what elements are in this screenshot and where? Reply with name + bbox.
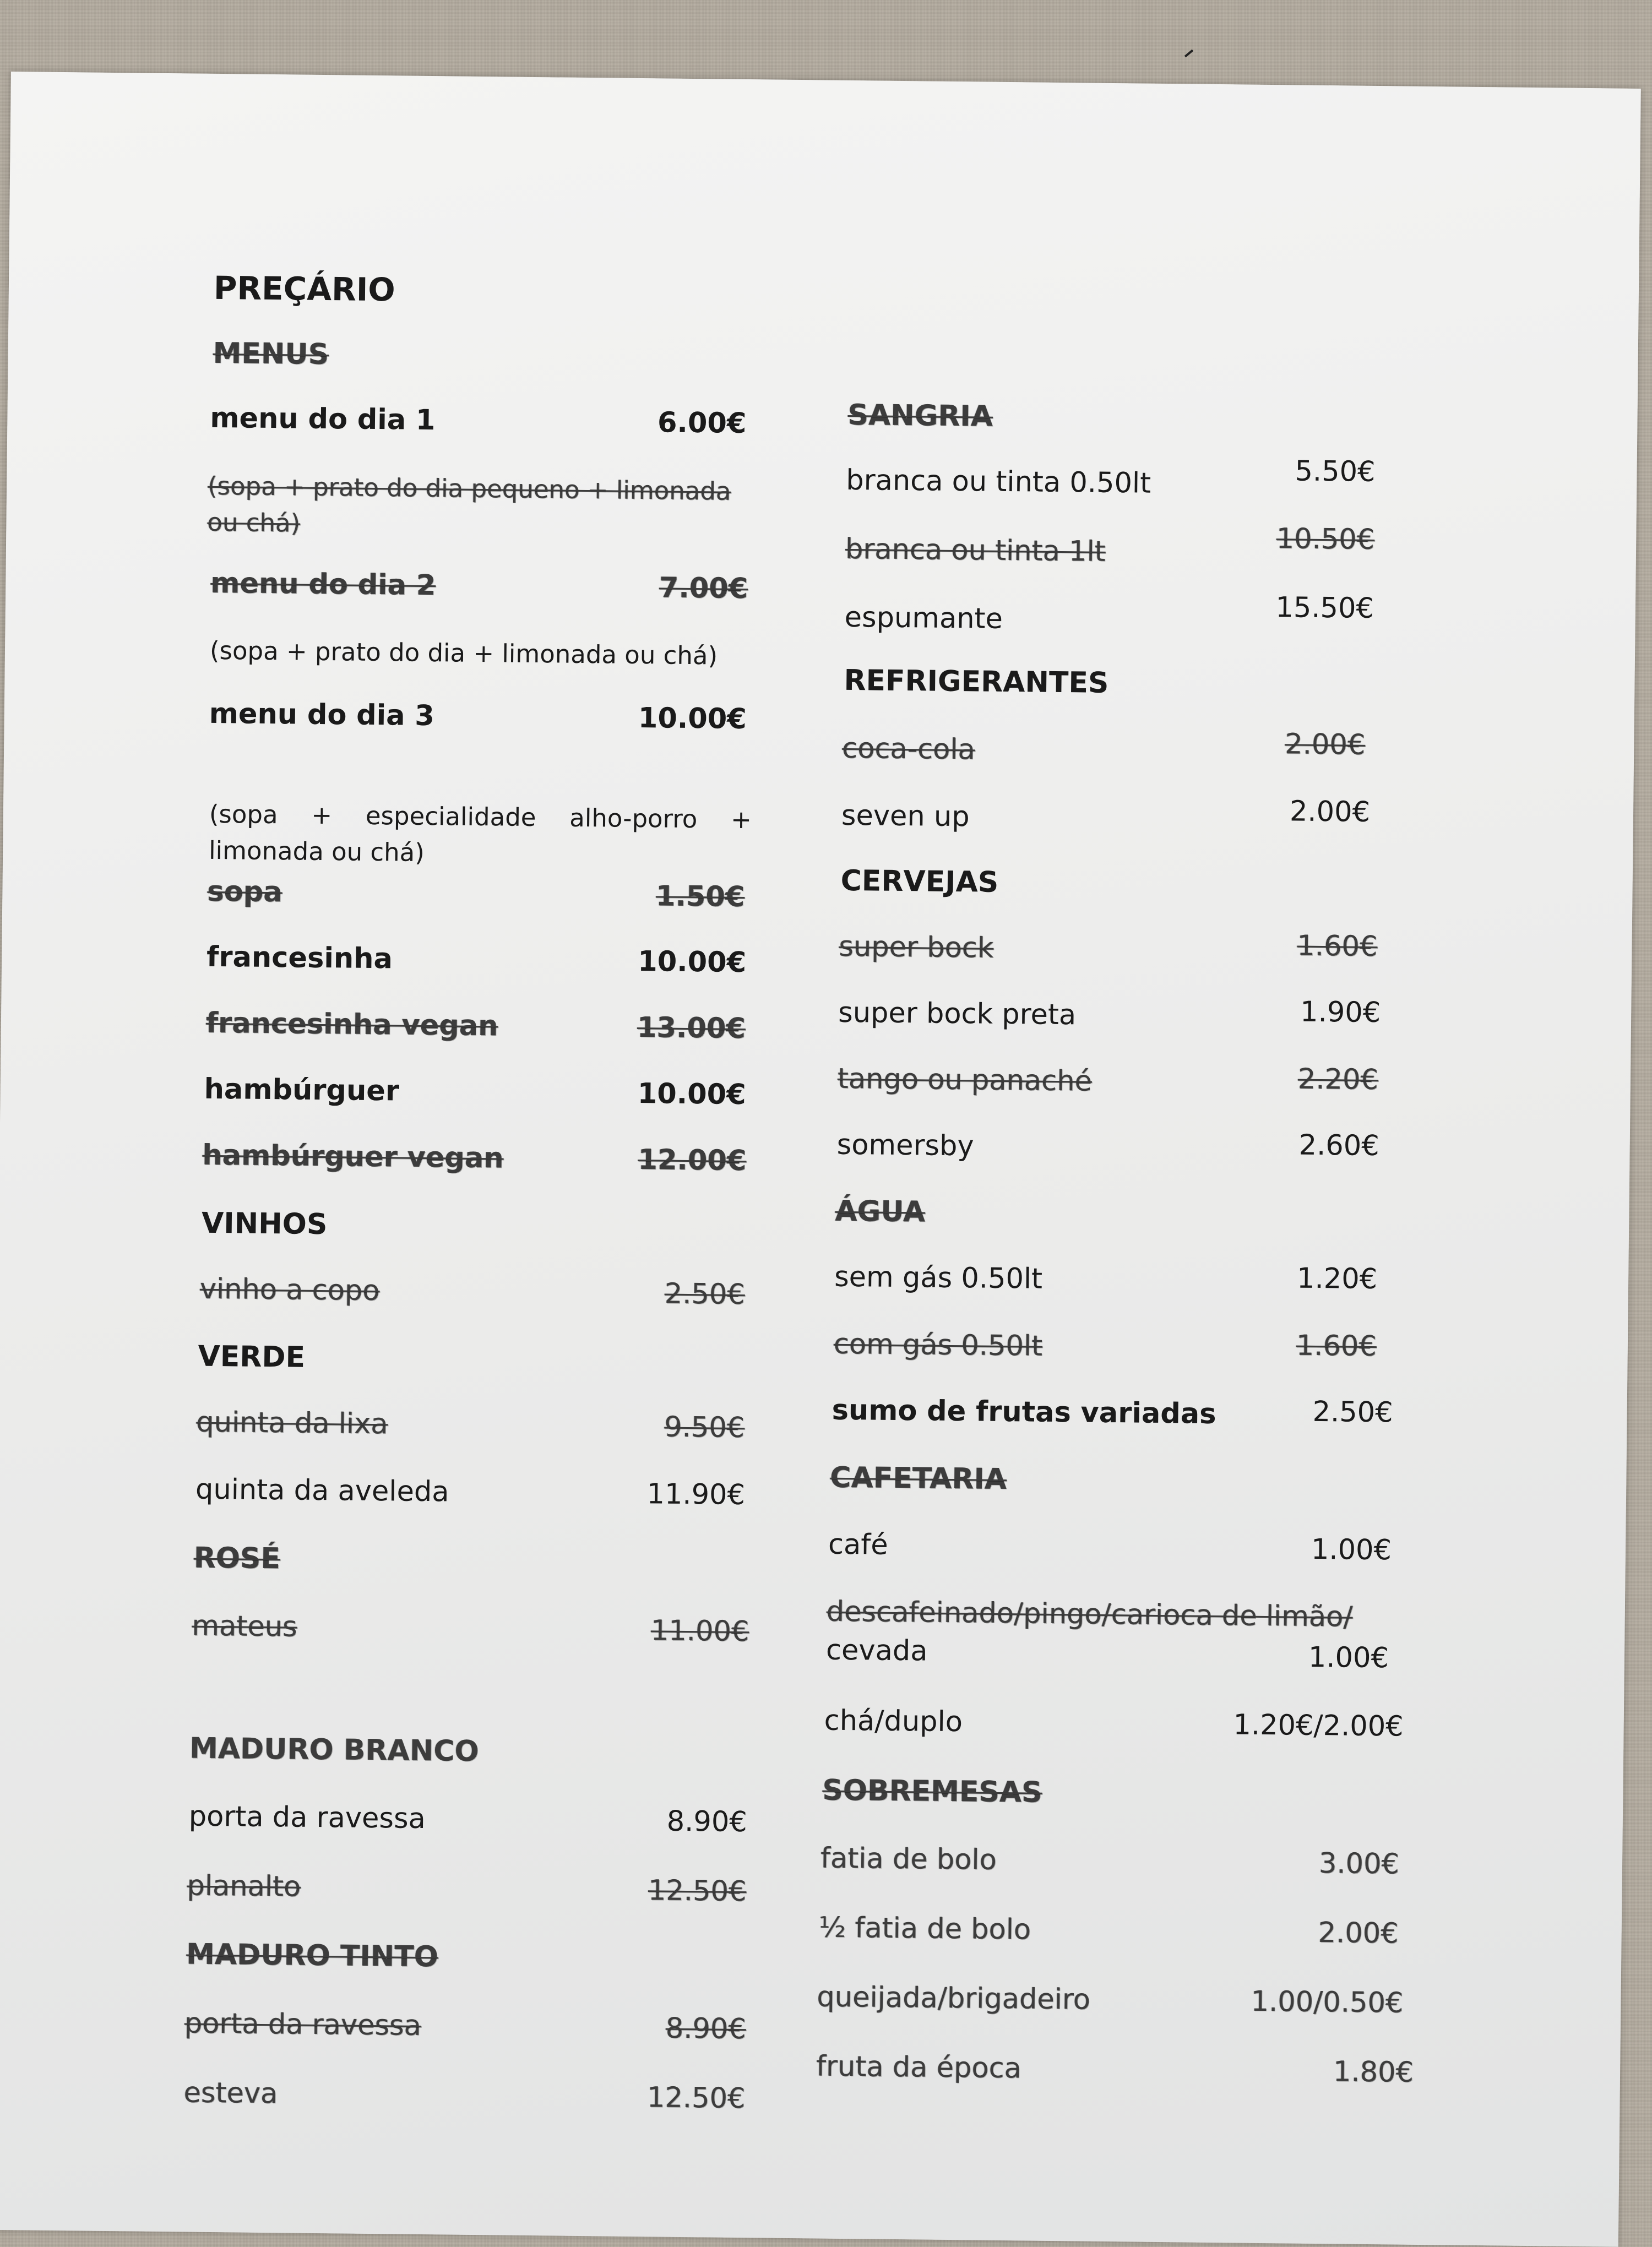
menu3-note: (sopa + especialidade alho-porro + limonada ou chá)	[208, 799, 752, 867]
porta-ravessa-branco-label: porta da ravessa	[188, 1800, 426, 1836]
descafeinado-price: 1.00€	[1308, 1641, 1389, 1675]
seven-up-label: seven up	[841, 799, 970, 834]
fruta-price: 1.80€	[1333, 2055, 1414, 2089]
queijada-price: 1.00/0.50€	[1251, 1985, 1404, 2020]
menu2-price: 7.00€	[659, 572, 748, 606]
porta-ravessa-branco-price: 8.90€	[666, 1805, 748, 1839]
quinta-lixa-label: quinta da lixa	[196, 1406, 388, 1441]
pen-mark	[1184, 50, 1193, 58]
cha-price: 1.20€/2.00€	[1233, 1709, 1404, 1743]
cha-label: chá/duplo	[824, 1704, 963, 1739]
menu3-label: menu do dia 3	[209, 697, 435, 733]
sangria-050-price: 5.50€	[1295, 455, 1376, 488]
quinta-lixa-price: 9.50€	[664, 1411, 745, 1445]
menu1-price: 6.00€	[657, 406, 747, 440]
super-bock-preta-price: 1.90€	[1300, 995, 1381, 1030]
francesinha-label: francesinha	[206, 940, 393, 976]
super-bock-label: super bock	[839, 930, 994, 965]
sem-gas-price: 1.20€	[1296, 1262, 1378, 1296]
hamburguer-vegan-price: 12.00€	[638, 1144, 747, 1178]
mateus-price: 11.00€	[650, 1614, 749, 1648]
descafeinado-label: descafeinado/pingo/carioca de limão/	[826, 1595, 1353, 1634]
queijada-label: queijada/brigadeiro	[817, 1981, 1091, 2016]
com-gas-price: 1.60€	[1296, 1329, 1377, 1363]
espumante-price: 15.50€	[1275, 591, 1374, 625]
descafeinado-label-2: cevada	[825, 1634, 928, 1668]
page-title: PREÇÁRIO	[213, 269, 396, 309]
sangria-050-label: branca ou tinta 0.50lt	[845, 464, 1151, 500]
hamburguer-label: hambúrguer	[204, 1073, 400, 1108]
menu3-price: 10.00€	[638, 701, 747, 736]
menu2-note: (sopa + prato do dia + limonada ou chá)	[209, 635, 718, 671]
francesinha-vegan-label: francesinha vegan	[205, 1006, 498, 1043]
tango-label: tango ou panaché	[837, 1062, 1093, 1098]
espumante-label: espumante	[844, 601, 1003, 635]
hamburguer-vegan-label: hambúrguer vegan	[202, 1139, 504, 1175]
cafe-label: café	[828, 1528, 888, 1562]
somersby-label: somersby	[836, 1128, 974, 1163]
menus-heading: MENUS	[213, 336, 329, 372]
cafetaria-heading: CAFETARIA	[830, 1461, 1007, 1497]
sopa-label: sopa	[207, 875, 283, 909]
vinhos-heading: VINHOS	[201, 1206, 328, 1242]
sangria-heading: SANGRIA	[847, 398, 993, 433]
sumo-price: 2.50€	[1312, 1395, 1393, 1429]
fatia-bolo-price: 3.00€	[1318, 1847, 1400, 1881]
sumo-label: sumo de frutas variadas	[832, 1394, 1216, 1431]
super-bock-preta-label: super bock preta	[838, 996, 1077, 1032]
tango-price: 2.20€	[1297, 1063, 1379, 1097]
francesinha-price: 10.00€	[638, 945, 747, 980]
sobremesas-heading: SOBREMESAS	[822, 1773, 1042, 1809]
francesinha-vegan-price: 13.00€	[637, 1011, 746, 1046]
quinta-aveleda-label: quinta da aveleda	[195, 1473, 449, 1509]
planalto-price: 12.50€	[648, 1874, 747, 1908]
vinho-copo-price: 2.50€	[664, 1277, 746, 1312]
fatia-bolo-label: fatia de bolo	[820, 1842, 997, 1876]
sangria-1-price: 10.50€	[1276, 523, 1375, 556]
super-bock-price: 1.60€	[1297, 929, 1378, 964]
menu-sheet	[0, 72, 1641, 2247]
sangria-1-label: branca ou tinta 1lt	[845, 532, 1106, 568]
mateus-label: mateus	[192, 1609, 297, 1644]
planalto-label: planalto	[187, 1869, 301, 1903]
quinta-aveleda-price: 11.90€	[646, 1478, 746, 1512]
rose-heading: ROSÉ	[193, 1541, 281, 1576]
agua-heading: ÁGUA	[835, 1194, 926, 1229]
menu1-note: (sopa + prato do dia pequeno + limonada ou chá)	[207, 471, 731, 538]
fruta-label: fruta da época	[816, 2050, 1022, 2085]
somersby-price: 2.60€	[1298, 1129, 1380, 1163]
menu2-label: menu do dia 2	[210, 567, 436, 602]
menu1-label: menu do dia 1	[210, 401, 436, 437]
seven-up-price: 2.00€	[1289, 795, 1371, 829]
meia-fatia-label: ½ fatia de bolo	[818, 1911, 1031, 1946]
coca-cola-price: 2.00€	[1285, 728, 1366, 761]
vinho-copo-label: vinho a copo	[199, 1272, 380, 1308]
sem-gas-label: sem gás 0.50lt	[834, 1260, 1043, 1296]
porta-ravessa-tinto-label: porta da ravessa	[184, 2007, 422, 2042]
sopa-price: 1.50€	[655, 880, 745, 914]
maduro-branco-heading: MADURO BRANCO	[189, 1732, 479, 1769]
coca-cola-label: coca-cola	[841, 732, 976, 766]
com-gas-label: com gás 0.50lt	[833, 1327, 1043, 1363]
hamburguer-price: 10.00€	[637, 1078, 746, 1112]
verde-heading: VERDE	[198, 1340, 306, 1374]
porta-ravessa-tinto-price: 8.90€	[665, 2012, 747, 2046]
maduro-tinto-heading: MADURO TINTO	[186, 1938, 439, 1974]
cervejas-heading: CERVEJAS	[840, 864, 999, 899]
esteva-price: 12.50€	[646, 2081, 746, 2115]
esteva-label: esteva	[183, 2076, 278, 2110]
refrigerantes-heading: REFRIGERANTES	[844, 663, 1109, 700]
cafe-price: 1.00€	[1311, 1533, 1392, 1567]
meia-fatia-price: 2.00€	[1318, 1917, 1399, 1950]
